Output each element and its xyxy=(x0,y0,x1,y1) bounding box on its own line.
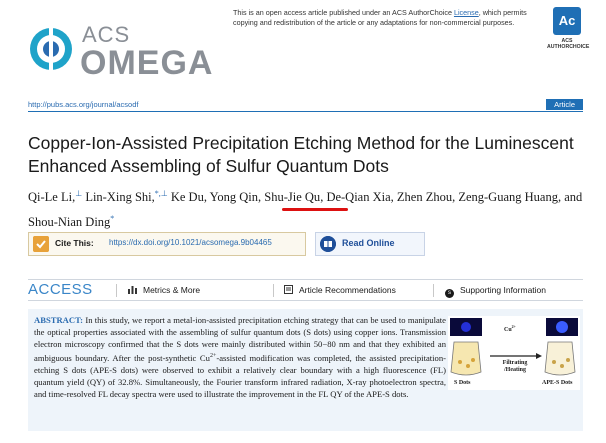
process-label: Filtrating /Heating xyxy=(502,360,528,373)
bar-chart-icon xyxy=(128,285,137,294)
divider xyxy=(433,284,434,297)
author-names[interactable]: , De-Qian Xia, Zhen Zhou, Zeng-Guang Huang, and Shou-Nian Ding xyxy=(28,190,583,230)
author-name[interactable]: Qi-Le Li, xyxy=(28,190,76,205)
article-recommendations-label: Article Recommendations xyxy=(299,285,396,295)
open-access-note-pre: This is an open access article published under an ACS AuthorChoice xyxy=(233,8,454,17)
ape-s-dots-label: APE-S Dots xyxy=(542,380,573,386)
read-online-button[interactable] xyxy=(315,232,425,256)
author-affiliation-mark: * xyxy=(110,214,115,224)
ape-s-dots-vial xyxy=(545,342,575,375)
open-access-note xyxy=(233,8,538,28)
red-underline-annotation xyxy=(282,208,348,211)
abstract-body-part1: In this study, we report a metal-ion-assisted precipitation etching strategy that can be used to manipulate the optical properties associated with the assembling of sulfur quantum dots (S dots) using copper ions. Transmission electron microscopy confirmed that the S dots were mainly distributed within 50−80 nm and that they exhibited an ambiguous boundary. After the post-synthetic Cu xyxy=(34,315,446,363)
authorchoice-badge-icon: Ac xyxy=(553,7,581,35)
s-dots-label: S Dots xyxy=(454,380,471,386)
cu-ion-label xyxy=(504,324,516,333)
metrics-more-label: Metrics & More xyxy=(143,285,201,295)
journal-url-bar xyxy=(28,100,583,112)
cite-icon xyxy=(33,236,49,252)
abstract-body-part2: -assisted modification was completed, the assisted precipitation-etching S dots (APE-S dots) were observed to exhibit a relatively clear boundary with a high fluorescence (FL) quantum yield (QY) of 32.8%. Simultaneously, the Fourier transform infrared radiation, X-ray photoelectron spectra, and time-resolved FL decay spectra were used to illustrate the improvement in the FL QY of the APE-S dots. xyxy=(34,352,446,399)
supporting-information-label: Supporting Information xyxy=(460,285,546,295)
article-type-badge: Article xyxy=(546,99,583,110)
logo-acs-text: ACS xyxy=(82,22,131,47)
authorchoice-label: ACS AUTHORCHOICE xyxy=(547,38,590,50)
open-access-note-post: , which permits copying and redistribution of the article or any adaptations for non-commercial purposes. xyxy=(233,8,527,27)
author-affiliation-mark: *,⊥ xyxy=(154,189,168,198)
s-dots-vial xyxy=(451,342,481,375)
license-link[interactable]: License xyxy=(453,8,479,17)
read-online-icon xyxy=(320,236,336,252)
toc-graphic xyxy=(448,316,580,390)
divider xyxy=(116,284,117,297)
cite-this-label: Cite This: xyxy=(55,238,94,248)
abstract-superscript: 2+ xyxy=(209,353,217,359)
divider xyxy=(273,284,274,297)
cu-text: Cu xyxy=(504,327,512,333)
logo-omega-text: OMEGA xyxy=(80,44,214,82)
document-icon xyxy=(284,285,293,294)
doi-link[interactable]: https://dx.doi.org/10.1021/acsomega.9b04465 xyxy=(109,238,272,247)
supporting-information-link[interactable] xyxy=(445,285,546,298)
access-title: ACCESS xyxy=(28,281,93,298)
metrics-more-link[interactable] xyxy=(128,285,200,295)
cu-charge: 2+ xyxy=(511,324,516,329)
abstract-label: ABSTRACT: xyxy=(34,315,84,325)
highlighted-author[interactable]: Shu-Jie Qu xyxy=(264,190,321,205)
article-recommendations-link[interactable] xyxy=(284,285,396,295)
acs-omega-logo[interactable] xyxy=(28,20,218,82)
paper-title: Copper-Ion-Assisted Precipitation Etching Method for the Luminescent Enhanced Assembling of Sulfur Quantum Dots xyxy=(28,133,574,176)
author-names[interactable]: Ke Du, Yong Qin, xyxy=(167,190,265,205)
cite-this-box[interactable] xyxy=(28,232,306,256)
author-affiliation-mark: ⊥ xyxy=(75,189,83,198)
access-bar xyxy=(28,279,583,301)
acs-omega-logo-icon xyxy=(28,26,74,72)
author-name[interactable]: Lin-Xing Shi, xyxy=(82,190,155,205)
journal-url-link[interactable]: http://pubs.acs.org/journal/acsodf xyxy=(28,100,139,109)
read-online-label: Read Online xyxy=(342,238,395,248)
supporting-info-icon: s xyxy=(445,289,454,298)
abstract-text xyxy=(34,314,446,400)
